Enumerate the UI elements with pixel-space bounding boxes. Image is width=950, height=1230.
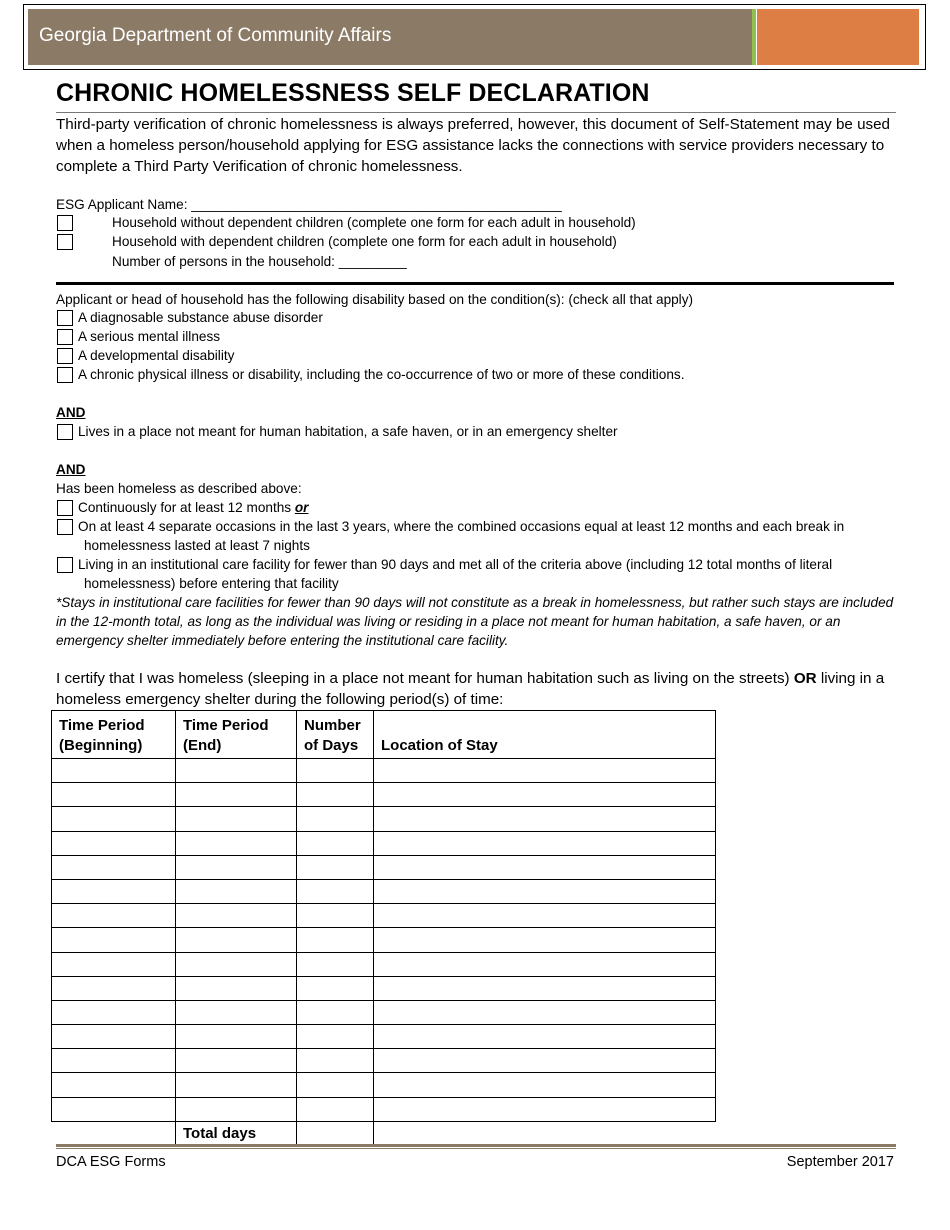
chronic-physical-illness-label: A chronic physical illness or disability, including the co-occurrence of two or more of these conditions. xyxy=(78,367,685,382)
table-row xyxy=(52,1049,716,1073)
location-cell[interactable] xyxy=(374,1025,716,1049)
header-time-period-end: Time Period (End) xyxy=(176,711,297,759)
end-date-cell[interactable] xyxy=(176,928,297,952)
days-cell[interactable] xyxy=(297,1025,374,1049)
footer-divider-thin xyxy=(56,1148,896,1149)
end-date-cell[interactable] xyxy=(176,855,297,879)
location-cell[interactable] xyxy=(374,759,716,783)
days-cell[interactable] xyxy=(297,1000,374,1024)
location-cell[interactable] xyxy=(374,1097,716,1121)
homeless-periods-table xyxy=(51,710,716,1146)
table-row xyxy=(52,783,716,807)
days-cell[interactable] xyxy=(297,904,374,928)
begin-date-cell[interactable] xyxy=(52,1049,176,1073)
end-date-cell[interactable] xyxy=(176,1097,297,1121)
end-date-cell[interactable] xyxy=(176,904,297,928)
footer-date: September 2017 xyxy=(786,1154,894,1170)
days-cell[interactable] xyxy=(297,879,374,903)
header-accent-green xyxy=(752,9,756,65)
checkbox-mental-illness[interactable] xyxy=(57,329,73,345)
days-cell[interactable] xyxy=(297,1073,374,1097)
table-header-row xyxy=(52,711,716,759)
days-cell[interactable] xyxy=(297,928,374,952)
household-with-children-label: Household with dependent children (complete one form for each adult in household) xyxy=(112,234,617,249)
days-cell[interactable] xyxy=(297,1097,374,1121)
and-label-1: AND xyxy=(56,405,86,420)
days-cell[interactable] xyxy=(297,807,374,831)
table-row xyxy=(52,1073,716,1097)
persons-in-household-field[interactable]: _________ xyxy=(338,254,407,269)
household-without-children-label: Household without dependent children (complete one form for each adult in household) xyxy=(112,215,636,230)
four-occasions-label-line2: homelessness lasted at least 7 nights xyxy=(84,538,310,553)
location-cell[interactable] xyxy=(374,879,716,903)
page-title: CHRONIC HOMELESSNESS SELF DECLARATION xyxy=(56,79,650,107)
total-row xyxy=(52,1121,716,1145)
location-cell[interactable] xyxy=(374,855,716,879)
table-row xyxy=(52,831,716,855)
days-cell[interactable] xyxy=(297,855,374,879)
organization-name: Georgia Department of Community Affairs xyxy=(39,25,392,46)
checkbox-continuously-12-months[interactable] xyxy=(57,500,73,516)
and-label-2: AND xyxy=(56,462,86,477)
four-occasions-label-line1: On at least 4 separate occasions in the last 3 years, where the combined occasions equal at least 12 months and each break in xyxy=(78,519,845,534)
days-cell[interactable] xyxy=(297,759,374,783)
checkbox-household-with-children[interactable] xyxy=(57,234,73,250)
certification-or: OR xyxy=(793,670,817,687)
checkbox-household-without-children[interactable] xyxy=(57,215,73,231)
checkbox-chronic-physical-illness[interactable] xyxy=(57,367,73,383)
table-row xyxy=(52,807,716,831)
begin-date-cell[interactable] xyxy=(52,831,176,855)
begin-date-cell[interactable] xyxy=(52,783,176,807)
header-accent-orange xyxy=(757,9,919,65)
continuously-12-months-label xyxy=(78,499,308,517)
begin-date-cell[interactable] xyxy=(52,1097,176,1121)
table-row xyxy=(52,759,716,783)
certification-text-before: I certify that I was homeless (sleeping in a place not meant for human habitation such as living on the streets) xyxy=(56,670,794,687)
location-cell[interactable] xyxy=(374,1073,716,1097)
institutional-care-label-line2: homelessness) before entering that facility xyxy=(84,576,339,591)
begin-date-cell[interactable] xyxy=(52,879,176,903)
table-row xyxy=(52,855,716,879)
location-cell[interactable] xyxy=(374,952,716,976)
end-date-cell[interactable] xyxy=(176,759,297,783)
begin-date-cell[interactable] xyxy=(52,1025,176,1049)
table-row xyxy=(52,928,716,952)
certification-text-after: living in a homeless emergency shelter during the following period(s) of time: xyxy=(56,670,885,708)
end-date-cell[interactable] xyxy=(176,1073,297,1097)
table-row xyxy=(52,952,716,976)
begin-date-cell[interactable] xyxy=(52,1000,176,1024)
total-days-cell[interactable] xyxy=(297,1121,374,1145)
begin-date-cell[interactable] xyxy=(52,855,176,879)
table-row xyxy=(52,1097,716,1121)
applicant-name-field[interactable]: _________________________________________________ xyxy=(191,197,562,212)
location-cell[interactable] xyxy=(374,976,716,1000)
days-cell[interactable] xyxy=(297,783,374,807)
begin-date-cell[interactable] xyxy=(52,952,176,976)
end-date-cell[interactable] xyxy=(176,1049,297,1073)
table-row xyxy=(52,1000,716,1024)
checkbox-institutional-care[interactable] xyxy=(57,557,73,573)
substance-abuse-label: A diagnosable substance abuse disorder xyxy=(78,310,323,325)
applicant-name-label: ESG Applicant Name: xyxy=(56,197,192,212)
disability-intro: Applicant or head of household has the following disability based on the condition(s): (check all that apply) xyxy=(56,292,694,307)
checkbox-substance-abuse[interactable] xyxy=(57,310,73,326)
location-cell[interactable] xyxy=(374,1000,716,1024)
persons-in-household-label: Number of persons in the household: xyxy=(112,254,339,269)
table-row xyxy=(52,976,716,1000)
location-cell[interactable] xyxy=(374,807,716,831)
homeless-intro: Has been homeless as described above: xyxy=(56,481,302,496)
end-date-cell[interactable] xyxy=(176,831,297,855)
developmental-disability-label: A developmental disability xyxy=(78,348,235,363)
checkbox-lives-in-place[interactable] xyxy=(57,424,73,440)
days-cell[interactable] xyxy=(297,1049,374,1073)
begin-date-cell[interactable] xyxy=(52,1073,176,1097)
intro-paragraph: Third-party verification of chronic homelessness is always preferred, however, this document of Self-Statement may be used when a homeless person/household applying for ESG assistance lacks the connections with service providers necessary to complete a Third Party Verification of chronic homelessness. xyxy=(56,116,891,175)
location-cell[interactable] xyxy=(374,783,716,807)
header-time-period-beginning: Time Period (Beginning) xyxy=(52,711,176,759)
end-date-cell[interactable] xyxy=(176,1000,297,1024)
checkbox-four-occasions[interactable] xyxy=(57,519,73,535)
institutional-care-note: *Stays in institutional care facilities for fewer than 90 days will not constitute as a break in homelessness, but rather such stays are included in the 12-month total, as long as the individual was living or residing in a place not meant for human habitation, a safe haven, or an emergency shelter immediately before entering the institutional care facility. xyxy=(56,595,894,648)
certification-statement xyxy=(56,668,898,710)
begin-date-cell[interactable] xyxy=(52,904,176,928)
begin-date-cell[interactable] xyxy=(52,976,176,1000)
lives-in-place-label: Lives in a place not meant for human habitation, a safe haven, or in an emergency shelter xyxy=(78,424,618,439)
section-divider xyxy=(56,282,894,285)
begin-date-cell[interactable] xyxy=(52,928,176,952)
title-divider xyxy=(56,112,896,113)
end-date-cell[interactable] xyxy=(176,1025,297,1049)
checkbox-developmental-disability[interactable] xyxy=(57,348,73,364)
end-date-cell[interactable] xyxy=(176,952,297,976)
header-location-of-stay: Location of Stay xyxy=(374,711,716,759)
location-cell[interactable] xyxy=(374,831,716,855)
footer-form-name: DCA ESG Forms xyxy=(56,1154,166,1170)
begin-date-cell[interactable] xyxy=(52,759,176,783)
location-cell[interactable] xyxy=(374,1049,716,1073)
persons-in-household-row xyxy=(112,253,407,271)
header-number-of-days: Number of Days xyxy=(297,711,374,759)
days-cell[interactable] xyxy=(297,976,374,1000)
days-cell[interactable] xyxy=(297,952,374,976)
days-cell[interactable] xyxy=(297,831,374,855)
institutional-care-label-line1: Living in an institutional care facility for fewer than 90 days and met all of the criteria above (including 12 total months of literal xyxy=(78,557,833,572)
table-row xyxy=(52,879,716,903)
table-row xyxy=(52,1025,716,1049)
table-row xyxy=(52,904,716,928)
total-days-label: Total days xyxy=(176,1121,297,1145)
end-date-cell[interactable] xyxy=(176,807,297,831)
applicant-name-row xyxy=(56,196,562,214)
end-date-cell[interactable] xyxy=(176,976,297,1000)
end-date-cell[interactable] xyxy=(176,783,297,807)
continuously-12-months-text: Continuously for at least 12 months xyxy=(78,500,295,515)
location-cell[interactable] xyxy=(374,928,716,952)
location-cell[interactable] xyxy=(374,904,716,928)
mental-illness-label: A serious mental illness xyxy=(78,329,221,344)
footer-divider xyxy=(56,1144,896,1147)
or-emphasis: or xyxy=(294,500,309,515)
begin-date-cell[interactable] xyxy=(52,807,176,831)
end-date-cell[interactable] xyxy=(176,879,297,903)
